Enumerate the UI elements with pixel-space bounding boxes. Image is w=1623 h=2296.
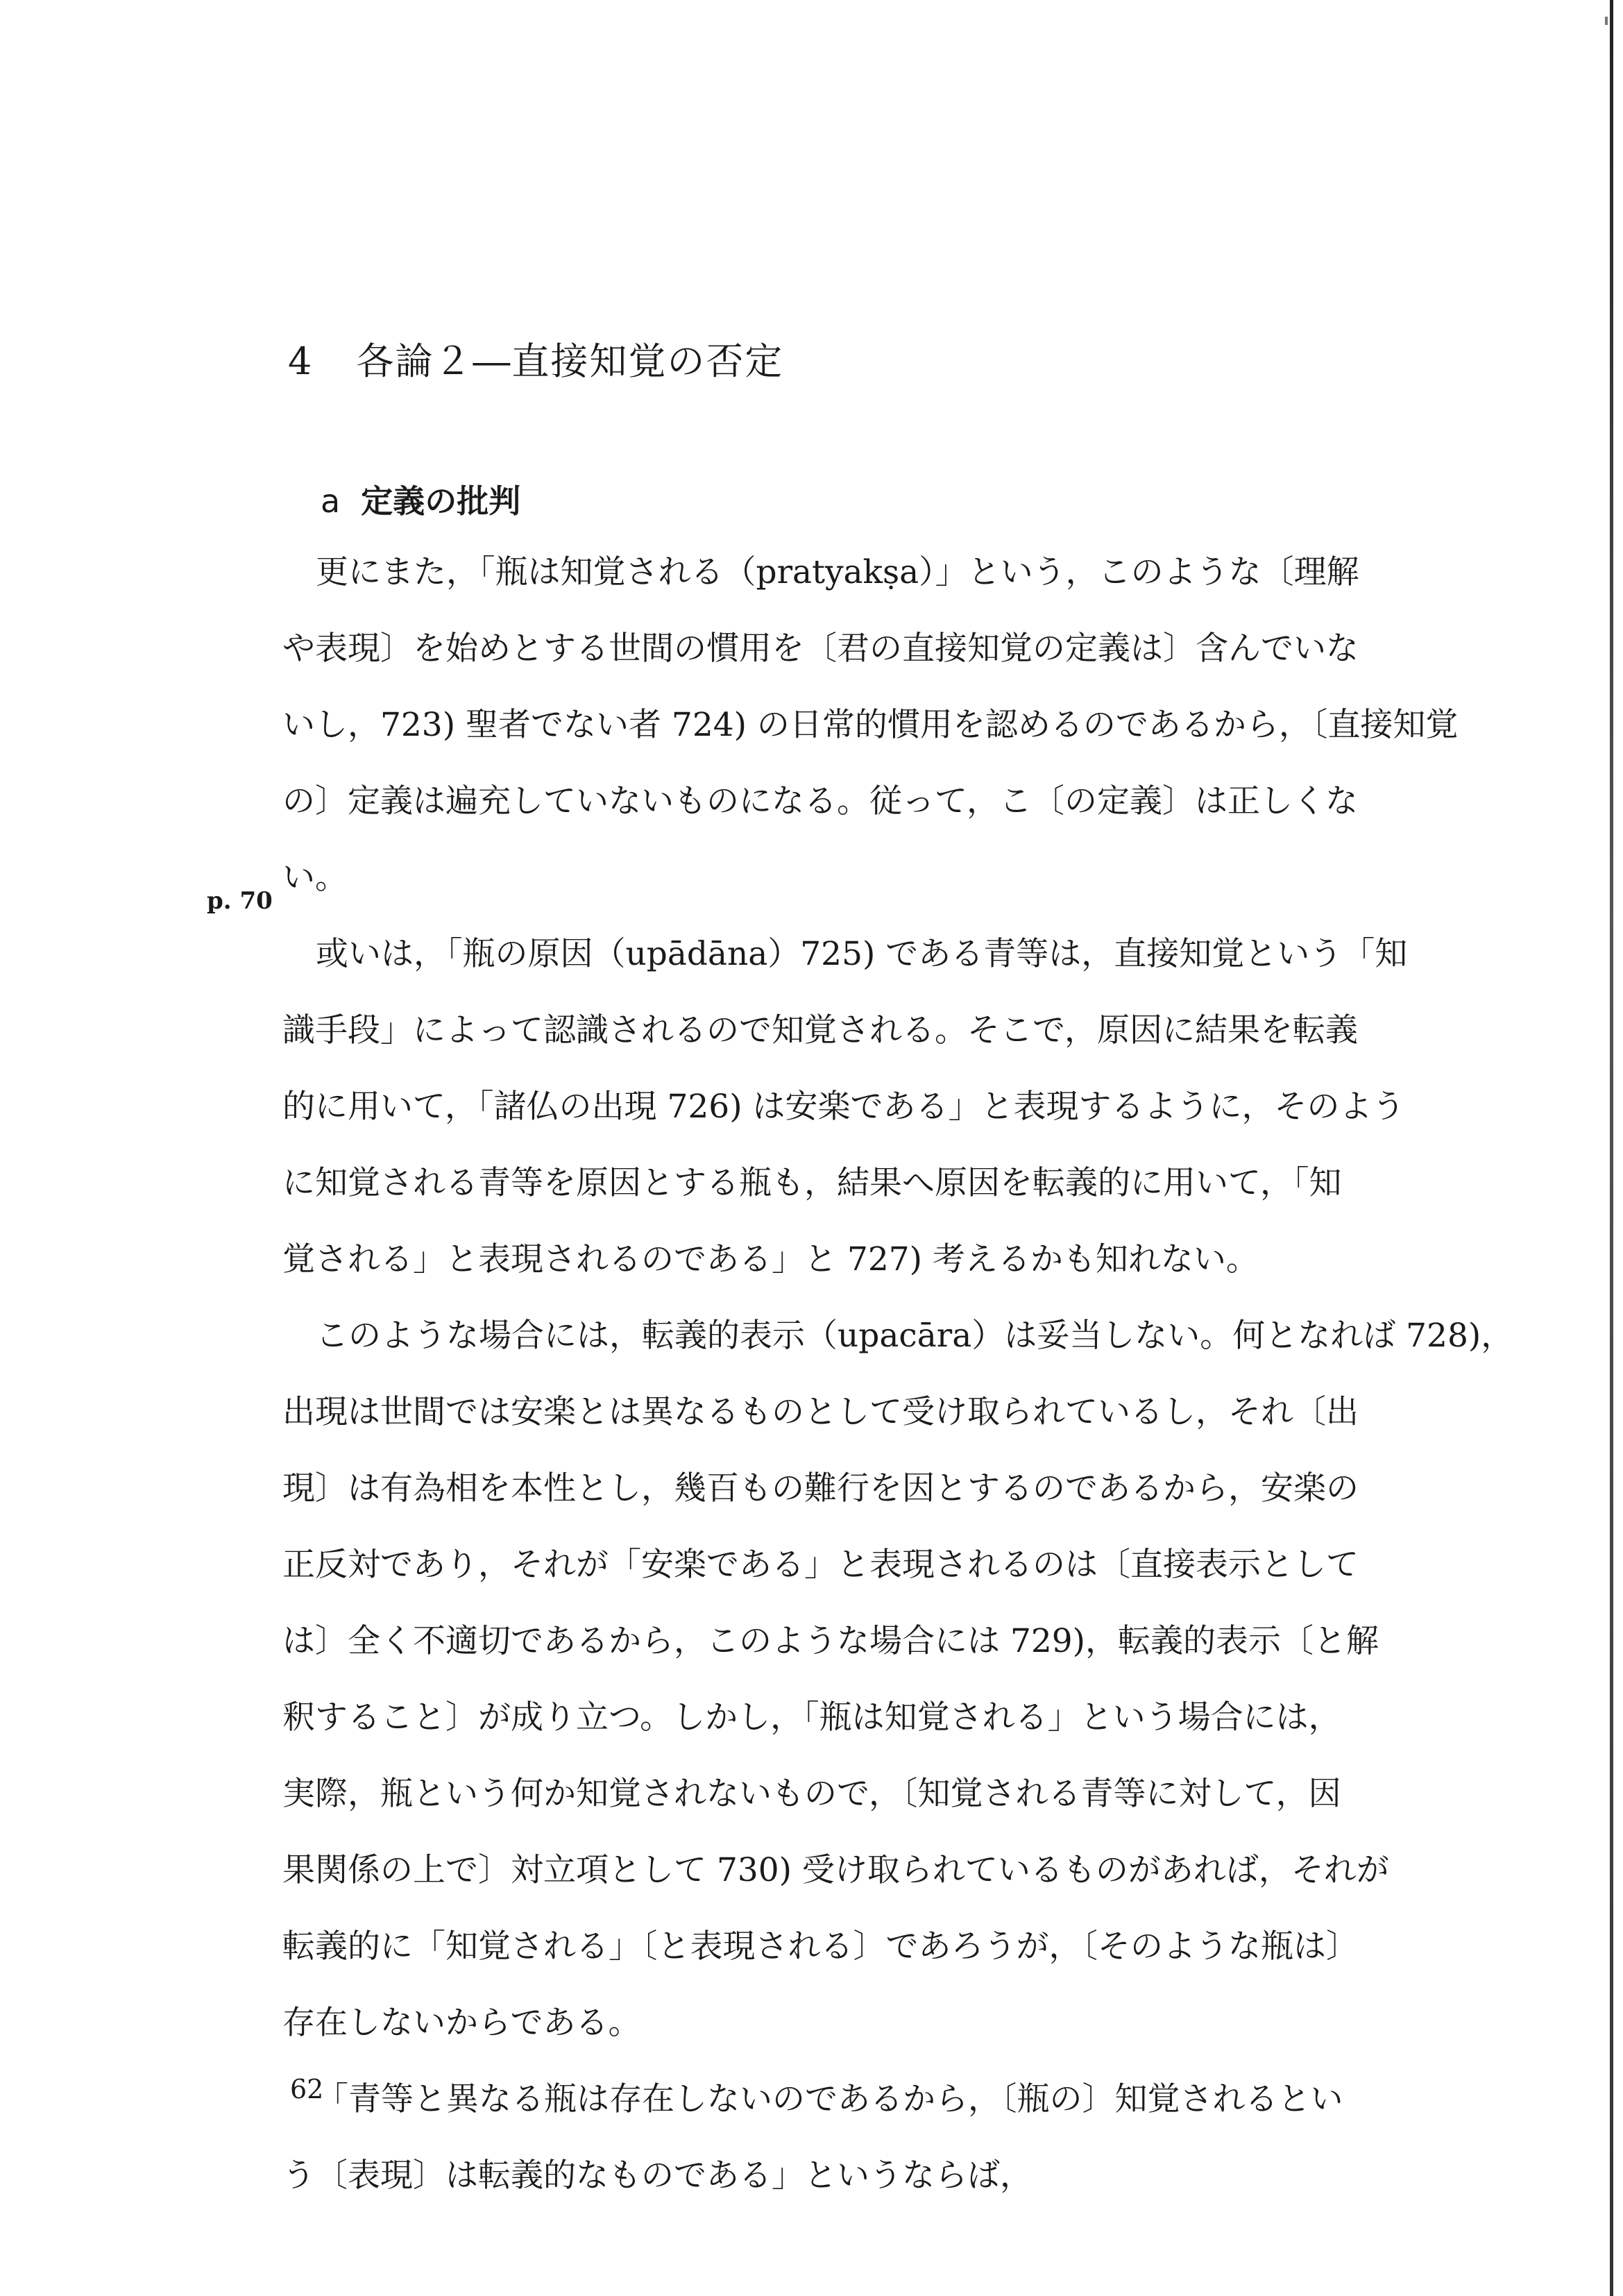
text-line: 現〕は有為相を本性とし，幾百もの難行を因とするのであるから，安楽の <box>282 1469 1359 1508</box>
text-line: の〕定義は遍充していないものになる。従って，こ〔の定義〕は正しくな <box>282 782 1359 820</box>
text-line: 覚される」と表現されるのである」と 727) 考えるかも知れない。 <box>282 1240 1259 1278</box>
scan-edge-shadow <box>1610 0 1613 2296</box>
paragraph-1-lines <box>282 534 1459 916</box>
text-line: 転義的に「知覚される」〔と表現される〕であろうが，〔そのような瓶は〕 <box>282 1927 1359 1966</box>
text-line: このような場合には，転義的表示（upacāra）は妥当しない。何となれば 728)， <box>316 1317 1514 1355</box>
subsection-heading <box>321 476 520 522</box>
text-line: 更にまた，「瓶は知覚される（pratyakṣa）」という，このような〔理解 <box>316 553 1359 591</box>
scan-speck <box>1605 17 1608 25</box>
text-line: い。 <box>282 859 348 897</box>
text-line: 識手段」によって認識されるので知覚される。そこで，原因に結果を転義 <box>282 1011 1359 1049</box>
text-line: 釈すること〕が成り立つ。しかし，「瓶は知覚される」という場合には， <box>282 1698 1341 1737</box>
section-number: 4 <box>288 339 314 383</box>
page-number: 62 <box>290 2074 324 2104</box>
subsection-title: 定義の批判 <box>361 482 521 520</box>
paragraph-2-lines <box>282 916 1434 1298</box>
text-line: 「青等と異なる瓶は存在しないのであるから，〔瓶の〕知覚されるとい <box>316 2080 1343 2118</box>
text-line: 正反対であり，それが「安楽である」と表現されるのは〔直接表示として <box>282 1546 1359 1584</box>
paragraph-4-lines <box>282 2061 1434 2214</box>
text-line: に知覚される青等を原因とする瓶も，結果へ原因を転義的に用いて，「知 <box>282 1164 1342 1202</box>
paragraph-3-lines <box>282 1298 1514 2061</box>
text-line: 実際，瓶という何か知覚されないもので，〔知覚される青等に対して，因 <box>282 1775 1341 1813</box>
section-heading <box>288 332 783 385</box>
text-line: 出現は世間では安楽とは異なるものとして受け取られているし，それ〔出 <box>282 1393 1359 1431</box>
margin-page-reference: p. 70 <box>207 887 273 915</box>
text-line: や表現〕を始めとする世間の慣用を〔君の直接知覚の定義は〕含んでいな <box>282 630 1359 668</box>
text-line: う〔表現〕は転義的なものである」というならば， <box>282 2156 1033 2195</box>
text-line: 或いは，「瓶の原因（upādāna）725) である青等は，直接知覚という「知 <box>316 935 1408 973</box>
text-line: 存在しないからである。 <box>282 2004 641 2042</box>
section-title: 各論２―直接知覚の否定 <box>356 339 784 383</box>
text-line: は〕全く不適切であるから，このような場合には 729)，転義的表示〔と解 <box>282 1622 1379 1660</box>
subsection-letter: a <box>321 482 341 520</box>
text-line: 的に用いて，「諸仏の出現 726) は安楽である」と表現するように，そのよう <box>282 1088 1405 1126</box>
text-line: 果関係の上で〕対立項として 730) 受け取られているものがあれば，それが <box>282 1851 1389 1889</box>
text-line: いし，723) 聖者でない者 724) の日常的慣用を認めるのであるから，〔直接知覚 <box>282 706 1459 744</box>
body-text <box>282 534 1514 2214</box>
